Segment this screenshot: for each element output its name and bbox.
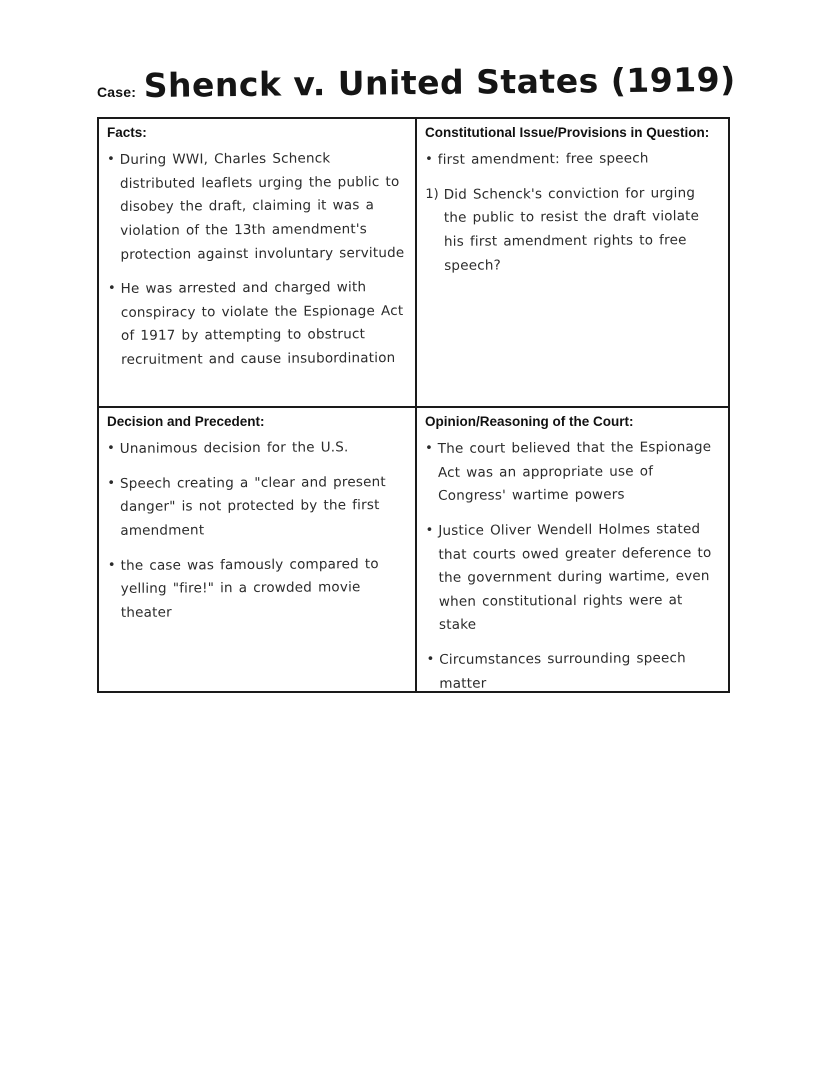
list-item <box>426 647 720 691</box>
cell-constitutional-issue <box>417 119 728 408</box>
list-item <box>425 181 720 278</box>
case-label: Case: <box>97 84 137 100</box>
bullet-marker: • <box>107 440 115 456</box>
list-item <box>107 147 407 267</box>
note-text: Justice Oliver Wendell Holmes stated that courts owed greater deference to the government during wartime, even when constitutional rights were at stake <box>438 520 712 634</box>
facts-notes <box>107 147 408 373</box>
list-item <box>426 518 721 638</box>
constitutional-issue-header: Constitutional Issue/Provisions in Question: <box>425 125 710 140</box>
decision-precedent-header: Decision and Precedent: <box>107 414 265 429</box>
opinion-reasoning-header: Opinion/Reasoning of the Court: <box>425 414 634 429</box>
bullet-marker: • <box>426 651 435 667</box>
constitutional-issue-notes <box>425 147 720 278</box>
list-item <box>425 147 719 173</box>
case-title-handwritten: Shenck v. United States (1919) <box>143 59 737 105</box>
decision-precedent-notes <box>107 436 407 625</box>
note-text: Speech creating a "clear and present danger" is not protected by the first amendment <box>119 473 386 539</box>
note-text: Unanimous decision for the U.S. <box>119 439 349 457</box>
bullet-marker: • <box>425 522 434 538</box>
cell-facts <box>99 119 417 408</box>
note-text: first amendment: free speech <box>437 150 649 168</box>
bullet-marker: • <box>107 280 116 296</box>
note-text: Did Schenck's conviction for urging the public to resist the draft violate his first amendment rights to free speech? <box>443 184 700 274</box>
bullet-marker: • <box>107 557 116 573</box>
numbered-marker: 1) <box>425 186 439 202</box>
list-item <box>108 276 408 373</box>
bullet-marker: • <box>425 151 433 167</box>
note-text: the case was famously compared to yelling "fire!" in a crowded movie theater <box>120 555 379 621</box>
cell-opinion-reasoning <box>417 408 728 691</box>
case-title-row <box>97 59 737 105</box>
opinion-reasoning-notes <box>425 436 721 691</box>
list-item <box>107 470 406 543</box>
note-text: Circumstances surrounding speech matter <box>439 650 686 691</box>
note-text: He was arrested and charged with conspiracy to violate the Espionage Act of 1917 by attempting to obstruct recruitment and cause insubordination <box>120 279 404 368</box>
facts-header: Facts: <box>107 125 147 140</box>
note-text: The court believed that the Espionage Act was an appropriate use of Congress' wartime powers <box>437 438 712 505</box>
bullet-marker: • <box>107 151 115 167</box>
list-item <box>108 552 407 625</box>
list-item <box>107 436 406 462</box>
case-brief-table <box>97 117 730 693</box>
cell-decision-precedent <box>99 408 417 691</box>
note-text: During WWI, Charles Schenck distributed leaflets urging the public to disobey the draft, claiming it was a violation of the 13th amendment's protection against involuntary servitude <box>119 150 405 263</box>
bullet-marker: • <box>107 475 116 491</box>
bullet-marker: • <box>425 440 433 456</box>
list-item <box>425 436 719 509</box>
